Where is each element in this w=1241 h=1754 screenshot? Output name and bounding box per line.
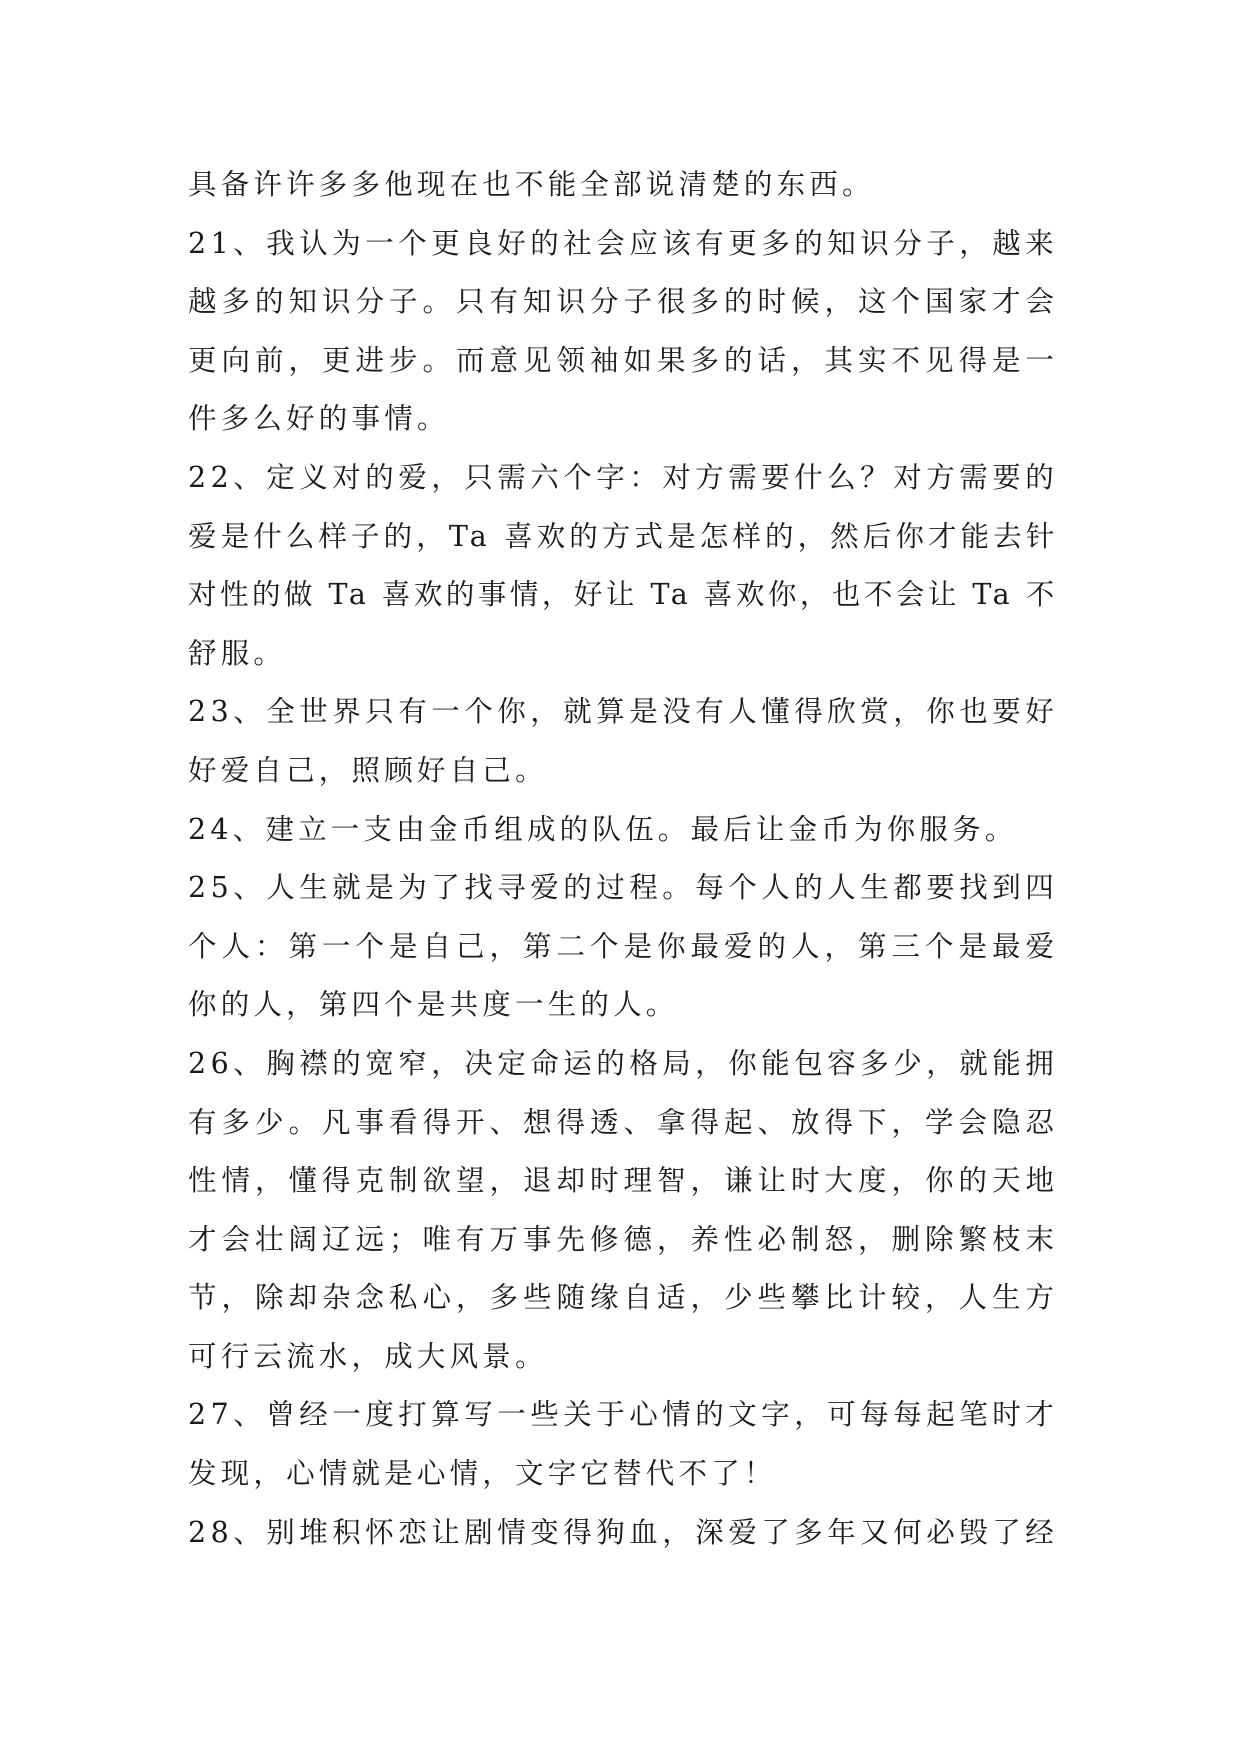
text-line: 爱是什么样子的，Ta 喜欢的方式是怎样的，然后你才能去针 [188, 519, 1059, 553]
text-line: 性情，懂得克制欲望，退却时理智，谦让时大度，你的天地 [188, 1164, 1060, 1198]
text-line: 具备许许多多他现在也不能全部说清楚的东西。 [188, 168, 875, 201]
text-line: 对性的做 Ta 喜欢的事情，好让 Ta 喜欢你，也不会让 Ta 不 [188, 578, 1058, 612]
text-line: 21、我认为一个更良好的社会应该有更多的知识分子，越来 [188, 226, 1059, 260]
text-line: 更向前，更进步。而意见领袖如果多的话，其实不见得是一 [188, 343, 1060, 377]
text-line: 28、别堆积怀恋让剧情变得狗血，深爱了多年又何必毁了经 [188, 1515, 1059, 1549]
text-line: 节，除却杂念私心，多些随缘自适，少些攀比计较，人生方 [188, 1281, 1060, 1315]
text-line: 好爱自己，照顾好自己。 [188, 753, 548, 787]
text-line: 发现，心情就是心情，文字它替代不了！ [188, 1457, 777, 1491]
text-line: 26、胸襟的宽窄，决定命运的格局，你能包容多少，就能拥 [188, 1046, 1059, 1080]
text-line: 越多的知识分子。只有知识分子很多的时候，这个国家才会 [188, 285, 1060, 319]
text-line: 22、定义对的爱，只需六个字：对方需要什么？对方需要的 [188, 460, 1059, 494]
text-line: 可行云流水，成大风景。 [188, 1339, 548, 1373]
text-line: 27、曾经一度打算写一些关于心情的文字，可每每起笔时才 [188, 1398, 1059, 1432]
text-line: 个人：第一个是自己，第二个是你最爱的人，第三个是最爱 [188, 929, 1060, 963]
body-text [188, 156, 1060, 1562]
text-line: 23、全世界只有一个你，就算是没有人懂得欣赏，你也要好 [188, 695, 1059, 729]
text-line: 舒服。 [188, 636, 287, 670]
text-line: 才会壮阔辽远；唯有万事先修德，养性必制怒，删除繁枝末 [188, 1222, 1060, 1256]
text-line: 有多少。凡事看得开、想得透、拿得起、放得下，学会隐忍 [188, 1105, 1060, 1139]
text-line: 24、建立一支由金币组成的队伍。最后让金币为你服务。 [188, 812, 1018, 846]
text-line: 你的人，第四个是共度一生的人。 [188, 988, 679, 1022]
text-line: 25、人生就是为了找寻爱的过程。每个人的人生都要找到四 [188, 871, 1059, 905]
text-line: 件多么好的事情。 [188, 402, 450, 436]
